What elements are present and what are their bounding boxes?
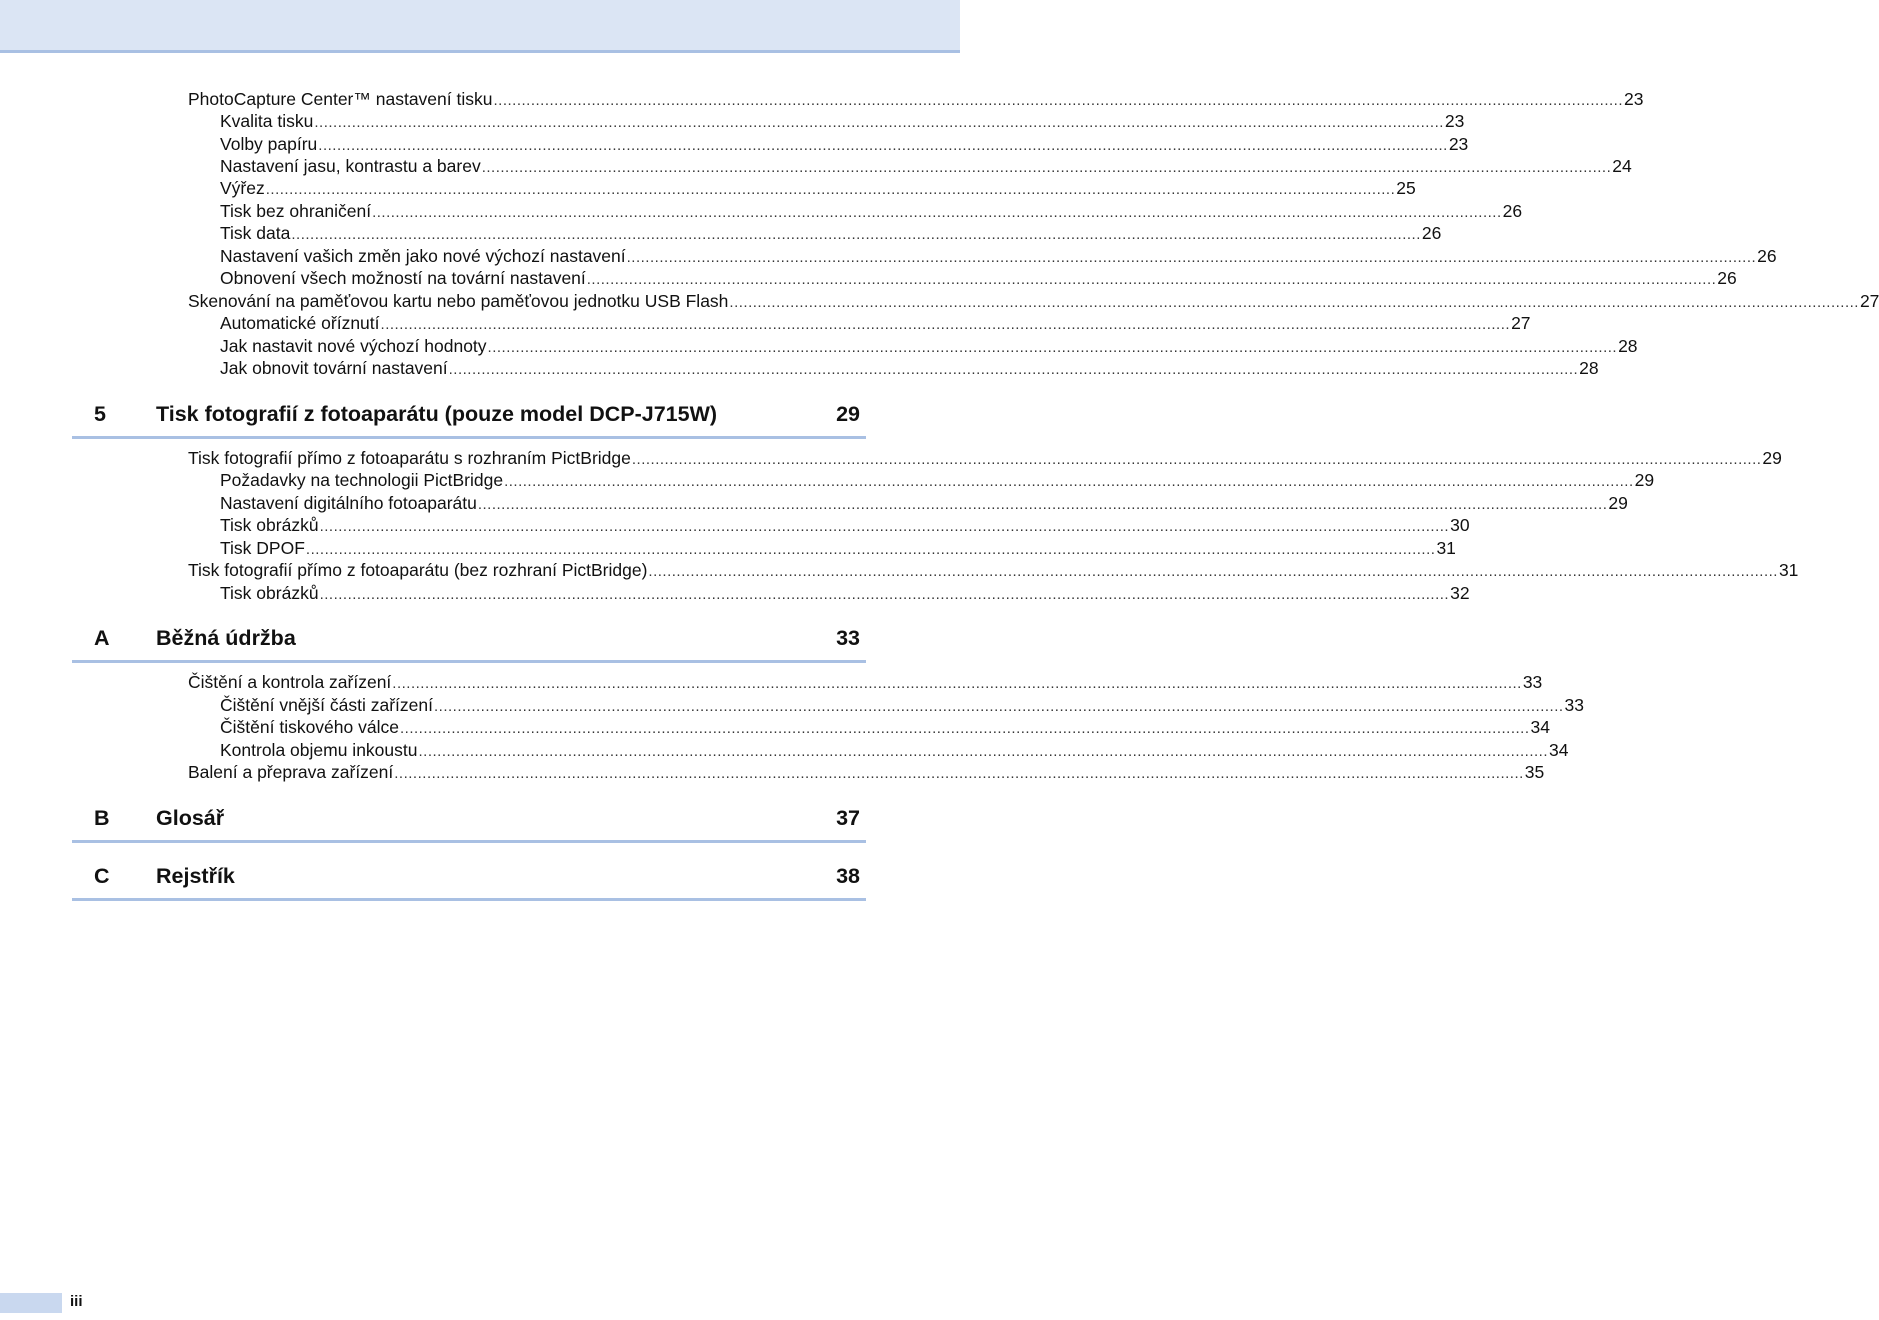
toc-entry[interactable]: Jak obnovit tovární nastavení .................................................................................................................................................................................................................................................. 28: [220, 358, 1599, 378]
chapter-number: A: [94, 626, 110, 650]
toc-entry[interactable]: Kontrola objemu inkoustu .................................................................................................................................................................................................................................................. 34: [220, 740, 1569, 760]
chapter-heading[interactable]: [72, 622, 866, 663]
chapter-page: 29: [836, 402, 860, 426]
chapter-heading[interactable]: [72, 398, 866, 439]
chapter-page: 37: [836, 806, 860, 830]
toc-entry[interactable]: Nastavení jasu, kontrastu a barev .................................................................................................................................................................................................................................................. 24: [220, 156, 1632, 176]
toc-entry[interactable]: Jak nastavit nové výchozí hodnoty .................................................................................................................................................................................................................................................. 28: [220, 336, 1638, 356]
toc-entry[interactable]: Tisk fotografií přímo z fotoaparátu s rozhraním PictBridge .................................................................................................................................................................................................................................................. 29: [188, 448, 1782, 468]
chapter-page: 33: [836, 626, 860, 650]
header-band: [0, 0, 960, 53]
toc-entry[interactable]: Tisk obrázků .................................................................................................................................................................................................................................................. 30: [220, 515, 1470, 535]
toc-entry[interactable]: Tisk bez ohraničení .................................................................................................................................................................................................................................................. 26: [220, 201, 1523, 221]
toc-entry[interactable]: Automatické oříznutí .................................................................................................................................................................................................................................................. 27: [220, 313, 1531, 333]
toc-entry[interactable]: PhotoCapture Center™ nastavení tisku .................................................................................................................................................................................................................................................. 23: [188, 89, 1644, 109]
chapter-number: B: [94, 806, 110, 830]
footer-band: [0, 1293, 62, 1313]
chapter-number: 5: [94, 402, 106, 426]
chapter-title: Tisk fotografií z fotoaparátu (pouze model DCP-J715W): [156, 402, 718, 426]
chapter-title: Glosář: [156, 806, 225, 830]
toc-entry[interactable]: Volby papíru .................................................................................................................................................................................................................................................. 23: [220, 134, 1469, 154]
toc-entry[interactable]: Tisk DPOF .................................................................................................................................................................................................................................................. 31: [220, 538, 1456, 558]
toc-entry[interactable]: Výřez .................................................................................................................................................................................................................................................. 25: [220, 178, 1416, 198]
toc-entry[interactable]: Nastavení vašich změn jako nové výchozí nastavení .................................................................................................................................................................................................................................................. 26: [220, 246, 1777, 266]
chapter-title: Běžná údržba: [156, 626, 296, 650]
toc-entry[interactable]: Čištění tiskového válce .................................................................................................................................................................................................................................................. 34: [220, 717, 1550, 737]
toc-entry[interactable]: Nastavení digitálního fotoaparátu .................................................................................................................................................................................................................................................. 29: [220, 493, 1628, 513]
toc-entry[interactable]: Tisk data .................................................................................................................................................................................................................................................. 26: [220, 223, 1442, 243]
toc-entry[interactable]: Tisk fotografií přímo z fotoaparátu (bez rozhraní PictBridge) .................................................................................................................................................................................................................................................. 31: [188, 560, 1799, 580]
chapter-page: 38: [836, 864, 860, 888]
chapter-number: C: [94, 864, 110, 888]
toc-entry[interactable]: Čištění vnější části zařízení .................................................................................................................................................................................................................................................. 33: [220, 695, 1584, 715]
toc-entry[interactable]: Obnovení všech možností na tovární nastavení .................................................................................................................................................................................................................................................. 26: [220, 268, 1737, 288]
chapter-heading[interactable]: [72, 802, 866, 843]
page-number: iii: [70, 1293, 83, 1310]
toc-entry[interactable]: Balení a přeprava zařízení .................................................................................................................................................................................................................................................. 35: [188, 762, 1545, 782]
toc-entry[interactable]: Požadavky na technologii PictBridge .................................................................................................................................................................................................................................................. 29: [220, 470, 1655, 490]
toc-entry[interactable]: Čištění a kontrola zařízení .................................................................................................................................................................................................................................................. 33: [188, 672, 1543, 692]
chapter-title: Rejstřík: [156, 864, 235, 888]
toc-entry[interactable]: Skenování na paměťovou kartu nebo paměťovou jednotku USB Flash .................................................................................................................................................................................................................................................. 27: [188, 291, 1879, 311]
chapter-heading[interactable]: [72, 860, 866, 901]
toc-entry[interactable]: Kvalita tisku .................................................................................................................................................................................................................................................. 23: [220, 111, 1465, 131]
toc-entry[interactable]: Tisk obrázků .................................................................................................................................................................................................................................................. 32: [220, 583, 1470, 603]
